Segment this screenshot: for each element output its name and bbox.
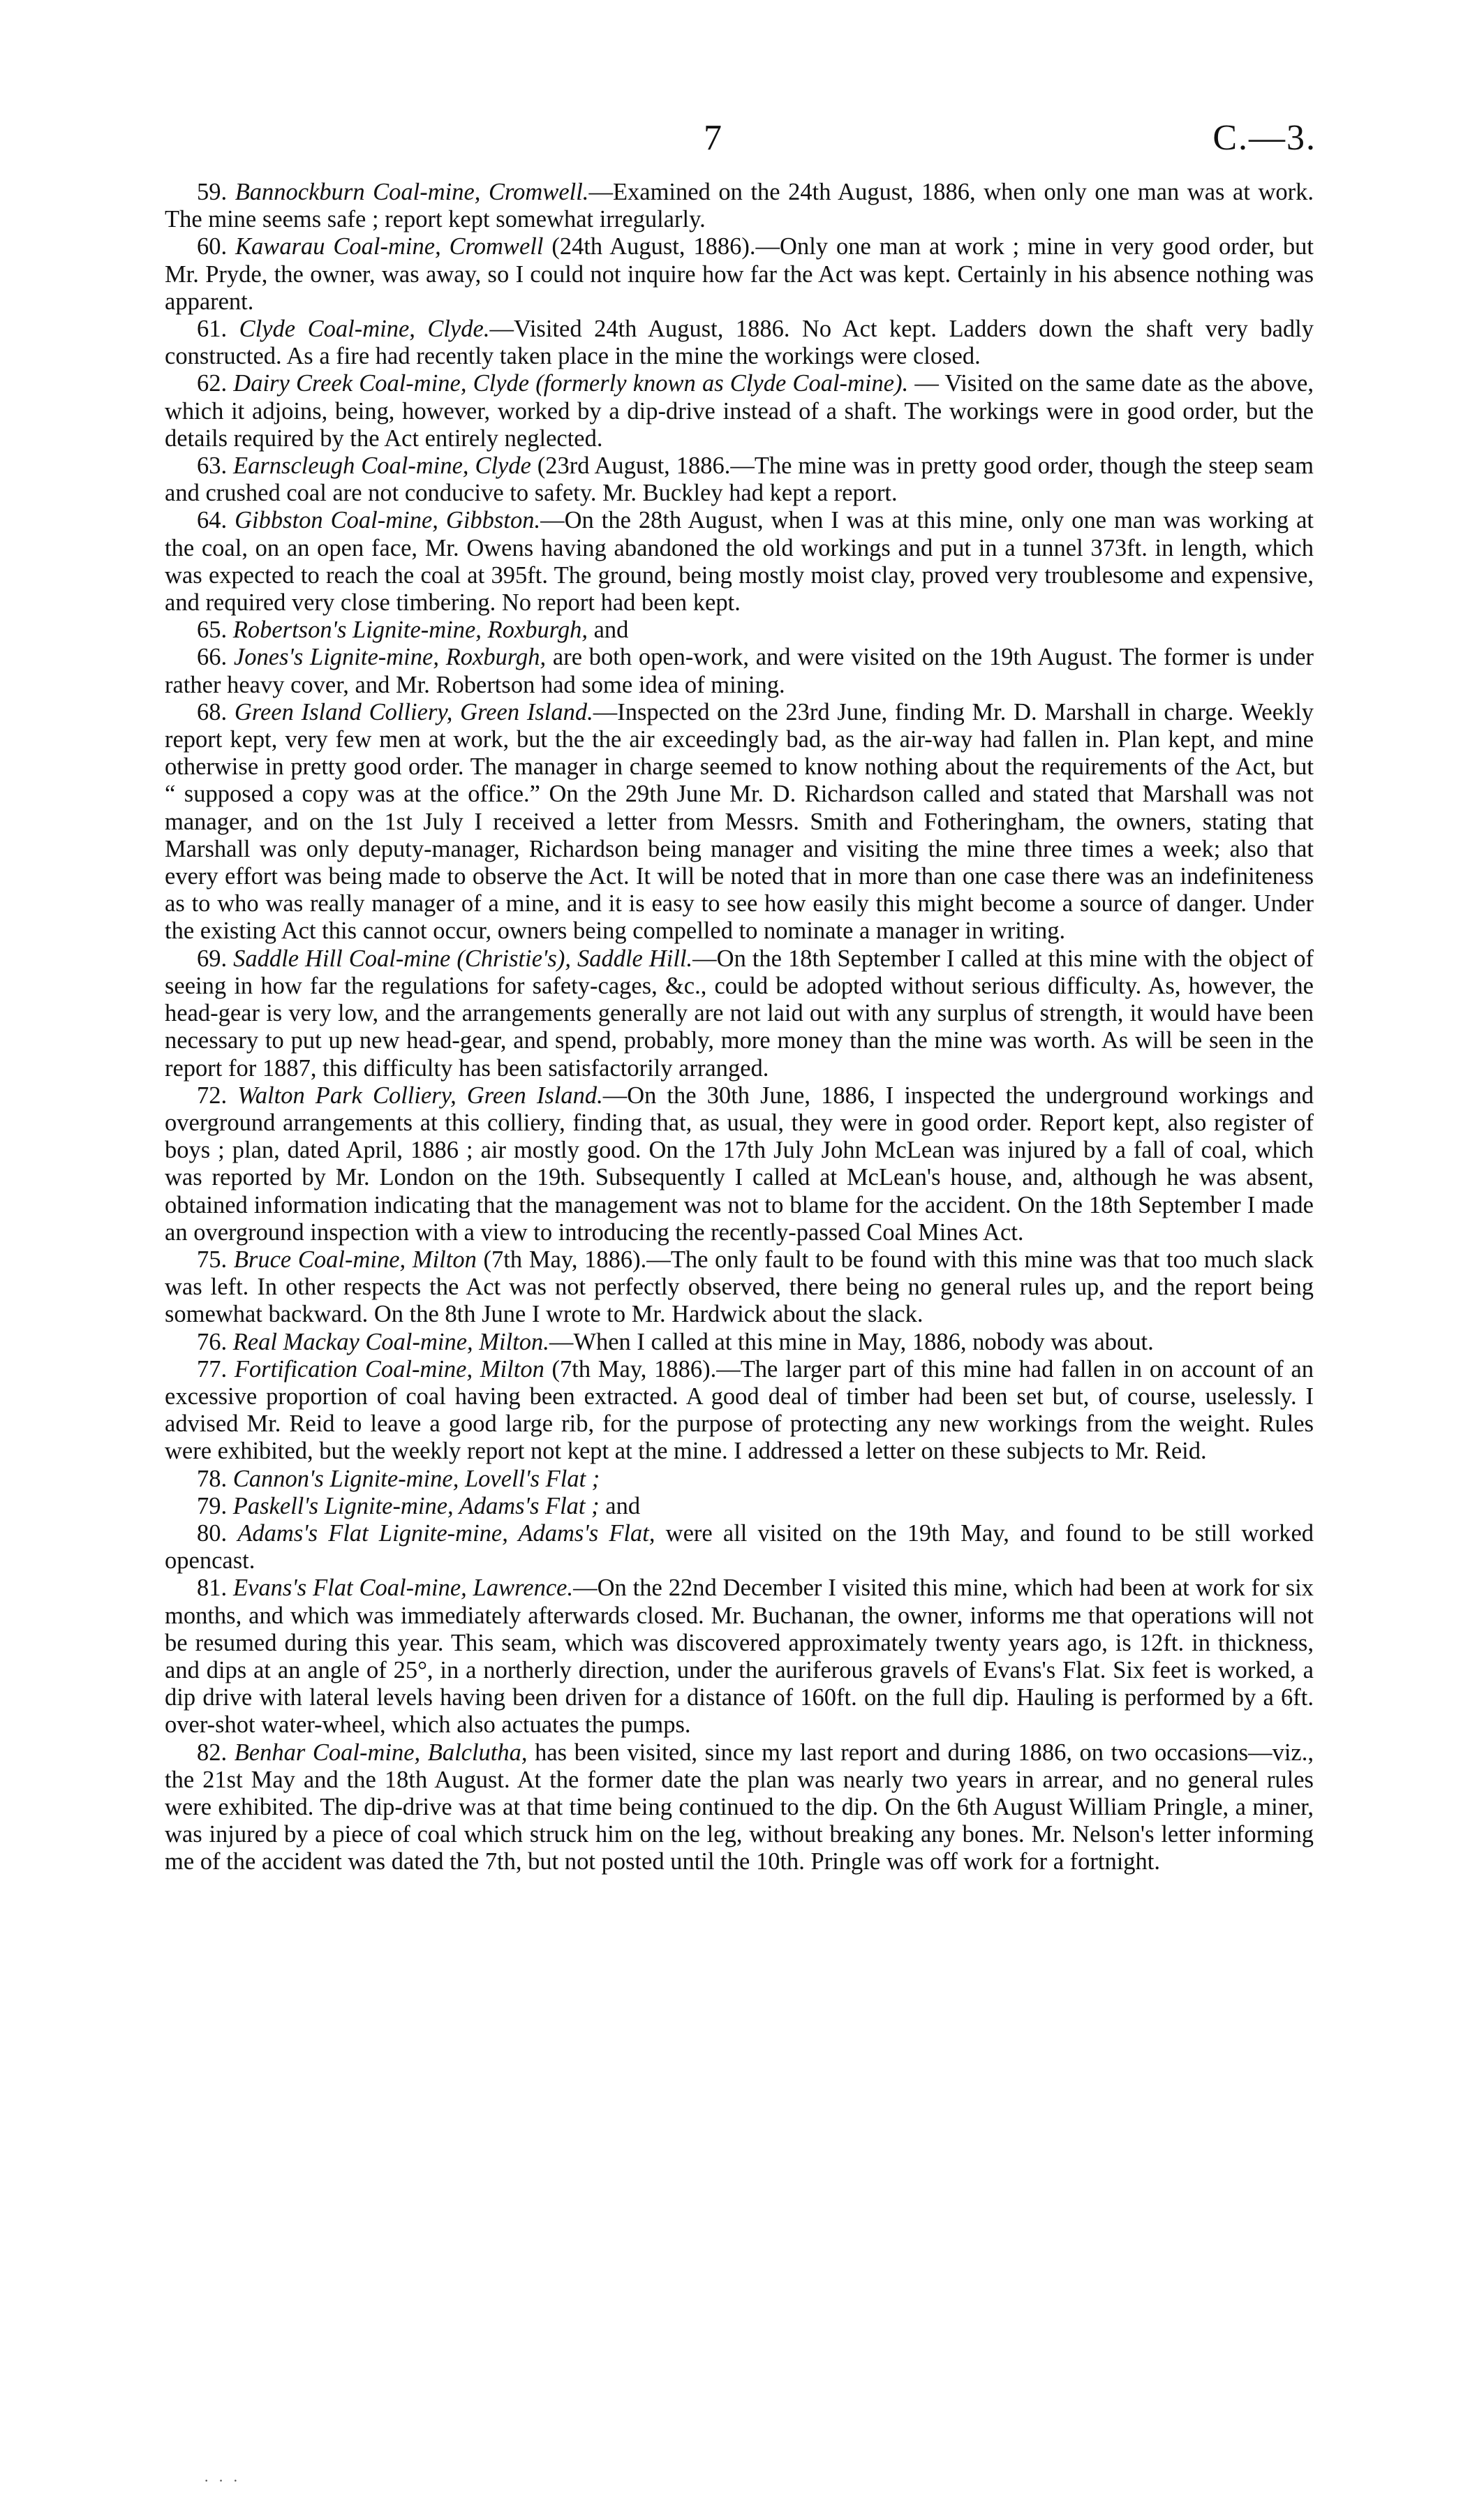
mine-title: Fortification Coal-mine, Milton (234, 1355, 544, 1383)
paragraph-62 (165, 370, 1314, 452)
mine-title: Bruce Coal-mine, Milton (233, 1246, 477, 1273)
paragraph-text: (23rd August, 1886.—The mine was in pretty good order, though the steep seam and crushed coal are not conducive to safety. Mr. Buckley had kept a report. (165, 452, 1314, 507)
paragraph-number: 61. (197, 316, 228, 343)
report-body (165, 179, 1314, 1876)
paragraph-number: 66. (197, 644, 228, 671)
paragraph-number: 60. (197, 233, 228, 260)
paragraph-77 (165, 1356, 1314, 1466)
paragraph-number: 78. (197, 1465, 228, 1492)
paragraph-78 (165, 1466, 1314, 1493)
paragraph-text: —On the 18th September I called at this mine with the object of seeing in how far the regulations for safety-cages, &c., could be adopted without serious difficulty. As, however, the head-gear is very low, and the arrangements generally are not laid out with any surplus of strength, it would have been necessary to put up new head-gear, and spend, probably, more money than the mine was worth. As will be seen in the report for 1887, this difficulty has been satisfactorily arranged. (165, 945, 1314, 1082)
paragraph-number: 75. (197, 1246, 228, 1273)
paragraph-number: 76. (197, 1328, 228, 1355)
paragraph-number: 68. (197, 698, 228, 725)
paragraph-text: —Inspected on the 23rd June, finding Mr. D. Marshall in charge. Weekly report kept, very few men at work, but the the air exceedingly bad, as the air-way had fallen in. Plan kept, and mine otherwise in pretty good order. The manager in charge seemed to know nothing about the requirements of the Act, but “ supposed a copy was at the office.” On the 29th June Mr. D. Richardson called and stated that Marshall was not manager, and on the 1st July I received a letter from Messrs. Smith and Fotheringham, the owners, stating that Marshall was only deputy-manager, Richardson being manager and visiting the mine three times a week; also that every effort was being made to observe the Act. It will be noted that in more than one case there was an indefiniteness as to who was really manager of a mine, and it is easy to see how easily this might become a source of danger. Under the existing Act this cannot occur, owners being compelled to nominate a manager in writing. (165, 698, 1314, 945)
paragraph-64 (165, 507, 1314, 617)
mine-title: Saddle Hill Coal-mine (Christie's), Saddle Hill. (233, 945, 693, 972)
mine-title: Real Mackay Coal-mine, Milton. (232, 1328, 549, 1355)
paragraph-text: —On the 22nd December I visited this mine, which had been at work for six months, and which was immediately afterwards closed. Mr. Buchanan, the owner, informs me that operations will not be resumed during this year. This seam, which was discovered approximately twenty years ago, is 12ft. in thickness, and dips at an angle of 25°, in a northerly direction, under the auriferous gravels of Evans's Flat. Six feet is worked, a dip drive with lateral levels having been driven for a distance of 160ft. on the full dip. Hauling is performed by a 6ft. over-shot water-wheel, which also actuates the pumps. (165, 1575, 1314, 1739)
mine-title: Paskell's Lignite-mine, Adams's Flat ; (232, 1492, 600, 1519)
paragraph-65 (165, 617, 1314, 644)
paragraph-number: 63. (197, 452, 228, 480)
paragraph-text: —On the 28th August, when I was at this mine, only one man was working at the coal, on an open face, Mr. Owens having abandoned the old workings and put in a tunnel 373ft. in length, which was expected to reach the coal at 395ft. The ground, being mostly moist clay, proved very troublesome and expensive, and required very close timbering. No report had been kept. (165, 507, 1314, 617)
mine-title: Robertson's Lignite-mine, Roxburgh, (232, 617, 588, 644)
paragraph-number: 69. (197, 945, 228, 972)
paragraph-80 (165, 1520, 1314, 1575)
mine-title: Benhar Coal-mine, Balclutha, (234, 1739, 528, 1766)
paragraph-76 (165, 1329, 1314, 1356)
paragraph-81 (165, 1575, 1314, 1739)
paragraph-68 (165, 699, 1314, 945)
paragraph-number: 77. (197, 1355, 228, 1383)
page-number: 7 (704, 118, 722, 158)
document-code: C.—3. (1212, 118, 1316, 158)
paragraph-text: and (587, 617, 629, 644)
paragraph-text: (7th May, 1886).—The larger part of this mine had fallen in on account of an excessive proportion of coal having been extracted. A good deal of timber had been set but, of course, uselessly. I advised Mr. Reid to leave a good large rib, for the purpose of protecting any new workings from the weight. Rules were exhibited, but the weekly report not kept at the mine. I addressed a letter on these subjects to Mr. Reid. (165, 1355, 1314, 1465)
paragraph-text: (7th May, 1886).—The only fault to be found with this mine was that too much slack was left. In other respects the Act was not perfectly observed, there being no general rules up, and the report being somewhat backward. On the 8th June I wrote to Mr. Hardwick about the slack. (165, 1246, 1314, 1328)
paragraph-text: —When I called at this mine in May, 1886, nobody was about. (549, 1328, 1154, 1355)
paragraph-79 (165, 1493, 1314, 1520)
paragraph-text: —Examined on the 24th August, 1886, when only one man was at work. The mine seems safe ; report kept somewhat irregularly. (165, 179, 1314, 233)
mine-title: Green Island Colliery, Green Island. (234, 698, 593, 725)
paragraph-number: 82. (197, 1739, 228, 1766)
mine-title: Jones's Lignite-mine, Roxburgh, (233, 644, 547, 671)
page-header (0, 117, 1484, 166)
paragraph-75 (165, 1246, 1314, 1329)
paragraph-text: are both open-work, and were visited on the 19th August. The former is under rather heavy cover, and Mr. Robertson had some idea of mining. (165, 644, 1314, 698)
paragraph-text: were all visited on the 19th May, and found to be still worked opencast. (165, 1519, 1314, 1575)
paragraph-61 (165, 316, 1314, 370)
paragraph-number: 65. (197, 617, 228, 644)
paragraph-82 (165, 1739, 1314, 1876)
paragraph-number: 72. (197, 1082, 228, 1109)
mine-title: Earnscleugh Coal-mine, Clyde (233, 452, 531, 480)
paragraph-text: —On the 30th June, 1886, I inspected the underground workings and overground arrangements at this colliery, finding that, as usual, they were in good order. Report kept, also register of boys ; plan, dated April, 1886 ; air mostly good. On the 17th July John McLean was injured by a fall of coal, which was reported by Mr. London on the 19th. Subsequently I called at McLean's house, and, although he was absent, obtained information indicating that the management was not to blame for the accident. On the 18th September I made an overground inspection with a view to introducing the recently-passed Coal Mines Act. (165, 1082, 1314, 1246)
paragraph-60 (165, 233, 1314, 316)
paragraph-text: — Visited on the same date as the above, which it adjoins, being, however, worked by a dip-drive instead of a shaft. The workings were in good order, but the details required by the Act entirely neglected. (165, 370, 1314, 452)
paragraph-number: 79. (197, 1492, 228, 1519)
paragraph-59 (165, 179, 1314, 233)
paragraph-number: 64. (197, 507, 228, 534)
mine-title: Adams's Flat Lignite-mine, Adams's Flat, (237, 1519, 655, 1547)
paragraph-text: has been visited, since my last report and during 1886, on two occasions—viz., the 21st May and the 18th August. At the former date the plan was nearly two years in arrear, and no general rules were exhibited. The dip-drive was at that time being continued to the dip. On the 6th August William Pringle, a miner, was injured by a piece of coal which struck him on the leg, without breaking any bones. Mr. Nelson's letter informing me of the accident was dated the 7th, but not posted until the 10th. Pringle was off work for a fortnight. (165, 1739, 1314, 1875)
mine-title: Cannon's Lignite-mine, Lovell's Flat ; (232, 1465, 600, 1492)
mine-title: Gibbston Coal-mine, Gibbston. (235, 507, 541, 534)
paragraph-text: —Visited 24th August, 1886. No Act kept. Ladders down the shaft very badly constructed. As a fire had recently taken place in the mine the workings were closed. (165, 316, 1314, 370)
paragraph-69 (165, 945, 1314, 1082)
mine-title: Dairy Creek Coal-mine, Clyde (formerly known as Clyde Coal-mine). (233, 370, 909, 397)
paragraph-63 (165, 452, 1314, 507)
mine-title: Clyde Coal-mine, Clyde. (239, 316, 490, 343)
mine-title: Walton Park Colliery, Green Island. (237, 1082, 603, 1109)
paragraph-66 (165, 644, 1314, 698)
paragraph-number: 59. (197, 179, 228, 205)
paragraph-text: (24th August, 1886).—Only one man at work ; mine in very good order, but Mr. Pryde, the owner, was away, so I could not inquire how far the Act was kept. Certainly in his absence nothing was apparent. (165, 233, 1314, 315)
paragraph-number: 80. (197, 1519, 228, 1547)
paragraph-72 (165, 1082, 1314, 1246)
mine-title: Bannockburn Coal-mine, Cromwell. (235, 179, 589, 205)
paragraph-number: 81. (197, 1575, 228, 1602)
paragraph-text: and (599, 1492, 641, 1519)
mine-title: Kawarau Coal-mine, Cromwell (235, 233, 544, 260)
footer-mark: · · · (204, 2472, 241, 2489)
paragraph-number: 62. (197, 370, 228, 397)
mine-title: Evans's Flat Coal-mine, Lawrence. (233, 1575, 574, 1602)
